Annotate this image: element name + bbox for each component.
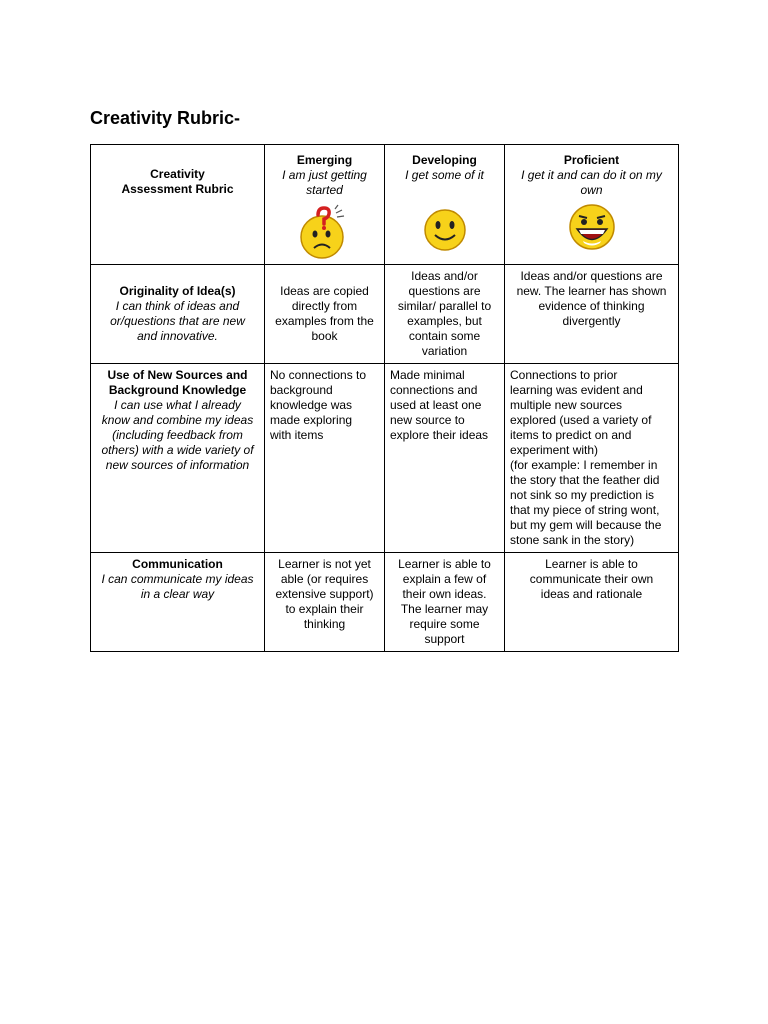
cell-line: extensive support) bbox=[275, 587, 374, 601]
level-desc-line: own bbox=[580, 183, 603, 197]
cell-line: examples from the bbox=[275, 314, 374, 328]
cell-line: knowledge was bbox=[270, 398, 353, 412]
level-name: Emerging bbox=[296, 153, 353, 167]
confused-face-icon bbox=[298, 204, 352, 260]
level-developing-cell bbox=[385, 145, 505, 265]
cell-line: used at least one bbox=[390, 398, 482, 412]
cell-line: require some bbox=[409, 617, 480, 631]
cell-line: contain some bbox=[408, 329, 481, 343]
emerging-cell bbox=[265, 265, 385, 364]
cell-line: that my piece of string wont, bbox=[510, 503, 660, 517]
level-name: Proficient bbox=[563, 153, 620, 167]
cell-line: similar/ parallel to bbox=[397, 299, 492, 313]
cell-line: Ideas and/or questions are bbox=[520, 269, 663, 283]
cell-line: explore their ideas bbox=[390, 428, 489, 442]
cell-line: new. The learner has shown bbox=[516, 284, 667, 298]
criterion-desc-line: I can communicate my ideas bbox=[101, 572, 254, 586]
cell-line: support bbox=[424, 632, 465, 646]
cell-line: ideas and rationale bbox=[540, 587, 643, 601]
criterion-desc-line: (including feedback from bbox=[112, 428, 243, 442]
level-emerging-cell bbox=[265, 145, 385, 265]
cell-line: evidence of thinking bbox=[538, 299, 645, 313]
corner-label-line: Assessment Rubric bbox=[121, 182, 234, 196]
cell-line: variation bbox=[421, 344, 468, 358]
developing-cell bbox=[385, 553, 505, 652]
level-desc-line: I am just getting bbox=[282, 168, 367, 182]
cell-line: not sink so my prediction is bbox=[510, 488, 655, 502]
cell-line: connections and bbox=[390, 383, 478, 397]
criterion-title: Use of New Sources and bbox=[107, 368, 248, 382]
cell-line: No connections to bbox=[270, 368, 367, 382]
cell-line: Ideas and/or bbox=[411, 269, 478, 283]
criterion-desc-line: know and combine my ideas bbox=[101, 413, 254, 427]
developing-cell bbox=[385, 265, 505, 364]
cell-line: with items bbox=[270, 428, 324, 442]
document-title: Creativity Rubric- bbox=[90, 108, 241, 128]
level-proficient-cell bbox=[505, 145, 679, 265]
criterion-desc-line: and innovative. bbox=[137, 329, 218, 343]
cell-line: Ideas are copied bbox=[280, 284, 369, 298]
emerging-cell bbox=[265, 553, 385, 652]
header-row bbox=[91, 145, 679, 265]
cell-line: new source to bbox=[390, 413, 465, 427]
cell-line: learning was evident and bbox=[510, 383, 643, 397]
rubric-row-sources bbox=[91, 364, 679, 553]
cell-line: directly from bbox=[291, 299, 358, 313]
cell-line: Connections to prior bbox=[510, 368, 618, 382]
criterion-cell bbox=[91, 265, 265, 364]
proficient-cell bbox=[505, 553, 679, 652]
criterion-title: Originality of Idea(s) bbox=[119, 284, 236, 298]
cell-line: thinking bbox=[303, 617, 346, 631]
rubric-row-originality bbox=[91, 265, 679, 364]
laughing-face-icon bbox=[567, 202, 617, 252]
cell-line: divergently bbox=[562, 314, 621, 328]
proficient-cell bbox=[505, 265, 679, 364]
cell-line: (for example: I remember in bbox=[510, 458, 658, 472]
cell-line: background bbox=[270, 383, 333, 397]
cell-line: Learner is not yet bbox=[278, 557, 371, 571]
developing-cell bbox=[385, 364, 505, 553]
cell-line: but my gem will because the bbox=[510, 518, 662, 532]
criterion-cell bbox=[91, 553, 265, 652]
criterion-desc-line: others) with a wide variety of bbox=[101, 443, 254, 457]
cell-line: Made minimal bbox=[390, 368, 465, 382]
level-desc-line: started bbox=[306, 183, 343, 197]
corner-label-line: Creativity bbox=[150, 167, 205, 181]
criterion-desc-line: I can use what I already bbox=[114, 398, 241, 412]
criterion-cell bbox=[91, 364, 265, 553]
cell-line: questions are bbox=[408, 284, 481, 298]
corner-cell bbox=[91, 145, 265, 265]
criterion-desc-line: in a clear way bbox=[140, 587, 215, 601]
cell-line: The learner may bbox=[400, 602, 489, 616]
rubric-table bbox=[90, 144, 679, 652]
cell-line: to explain their bbox=[285, 602, 364, 616]
cell-line: Learner is able to bbox=[545, 557, 638, 571]
emerging-cell bbox=[265, 364, 385, 553]
cell-line: made exploring bbox=[270, 413, 353, 427]
cell-line: stone sank in the story) bbox=[510, 533, 635, 547]
cell-line: the story that the feather did bbox=[510, 473, 660, 487]
cell-line: explain a few of bbox=[402, 572, 487, 586]
proficient-cell bbox=[505, 364, 679, 553]
cell-line: book bbox=[311, 329, 338, 343]
criterion-desc-line: I can think of ideas and bbox=[115, 299, 240, 313]
cell-line: experiment with) bbox=[510, 443, 599, 457]
criterion-title: Communication bbox=[132, 557, 223, 571]
criterion-desc-line: new sources of information bbox=[105, 458, 250, 472]
level-desc-line: I get it and can do it on my bbox=[521, 168, 662, 182]
criterion-desc-line: or/questions that are new bbox=[110, 314, 245, 328]
cell-line: explored (used a variety of bbox=[510, 413, 652, 427]
level-desc-line: I get some of it bbox=[405, 168, 484, 182]
cell-line: able (or requires bbox=[280, 572, 369, 586]
cell-line: Learner is able to bbox=[398, 557, 491, 571]
level-name: Developing bbox=[412, 153, 477, 167]
cell-line: examples, but bbox=[407, 314, 482, 328]
cell-line: items to predict on and bbox=[510, 428, 632, 442]
cell-line: their own ideas. bbox=[402, 587, 487, 601]
cell-line: communicate their own bbox=[529, 572, 654, 586]
criterion-title: Background Knowledge bbox=[108, 383, 247, 397]
cell-line: multiple new sources bbox=[510, 398, 623, 412]
smiling-face-icon bbox=[422, 207, 468, 253]
rubric-row-communication bbox=[91, 553, 679, 652]
